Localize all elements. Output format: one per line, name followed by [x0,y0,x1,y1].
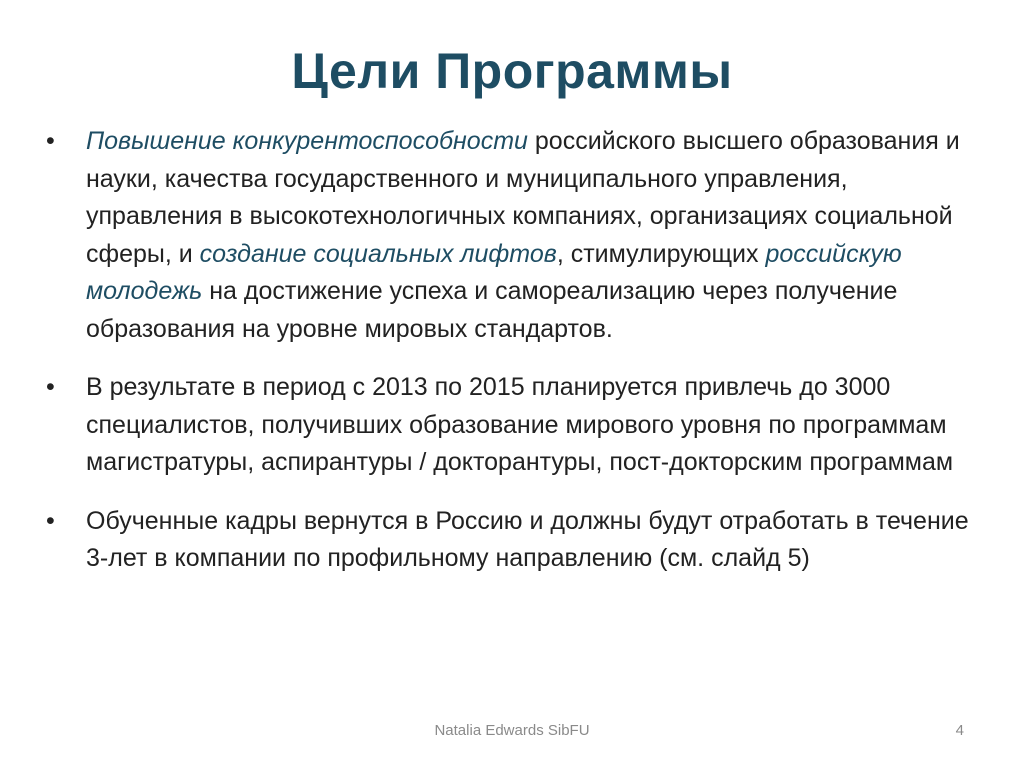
body-text: Обученные кадры вернутся в Россию и должны будут отработать в течение 3-лет в компании по профильному направлению (см. слайд 5) [86,506,969,572]
slide-title: Цели Программы [291,43,733,99]
body-text: на достижение успеха и самореализацию через получение образования на уровне мировых стандартов. [86,277,898,343]
emphasis-text: Повышение конкурентоспособности [86,127,528,155]
page-number: 4 [955,722,964,739]
body-text: , стимулирующих [556,239,766,268]
body-text: В результате в период с 2013 по 2015 планируется привлечь до 3000 специалистов, получивших образование мирового уровня по программам магистратуры, аспирантуры / докторантуры, пост-докторским программам [86,373,954,476]
bullet-marker: • [46,506,55,535]
bullet-item [40,369,990,482]
body-text: российского высшего образования и науки, качества государственного и муниципального управления, управления в высокотехнологичных компаниях, организациях социальной сферы, и [86,127,960,268]
emphasis-text: российскую молодежь [86,239,902,305]
footer-author: Natalia Edwards SibFU [434,722,590,739]
bullet-marker: • [46,373,55,401]
bullet-list [40,123,990,578]
bullet-item [40,503,990,578]
bullet-marker: • [46,127,55,155]
emphasis-text: создание социальных лифтов [199,239,557,268]
bullet-item [40,123,990,348]
